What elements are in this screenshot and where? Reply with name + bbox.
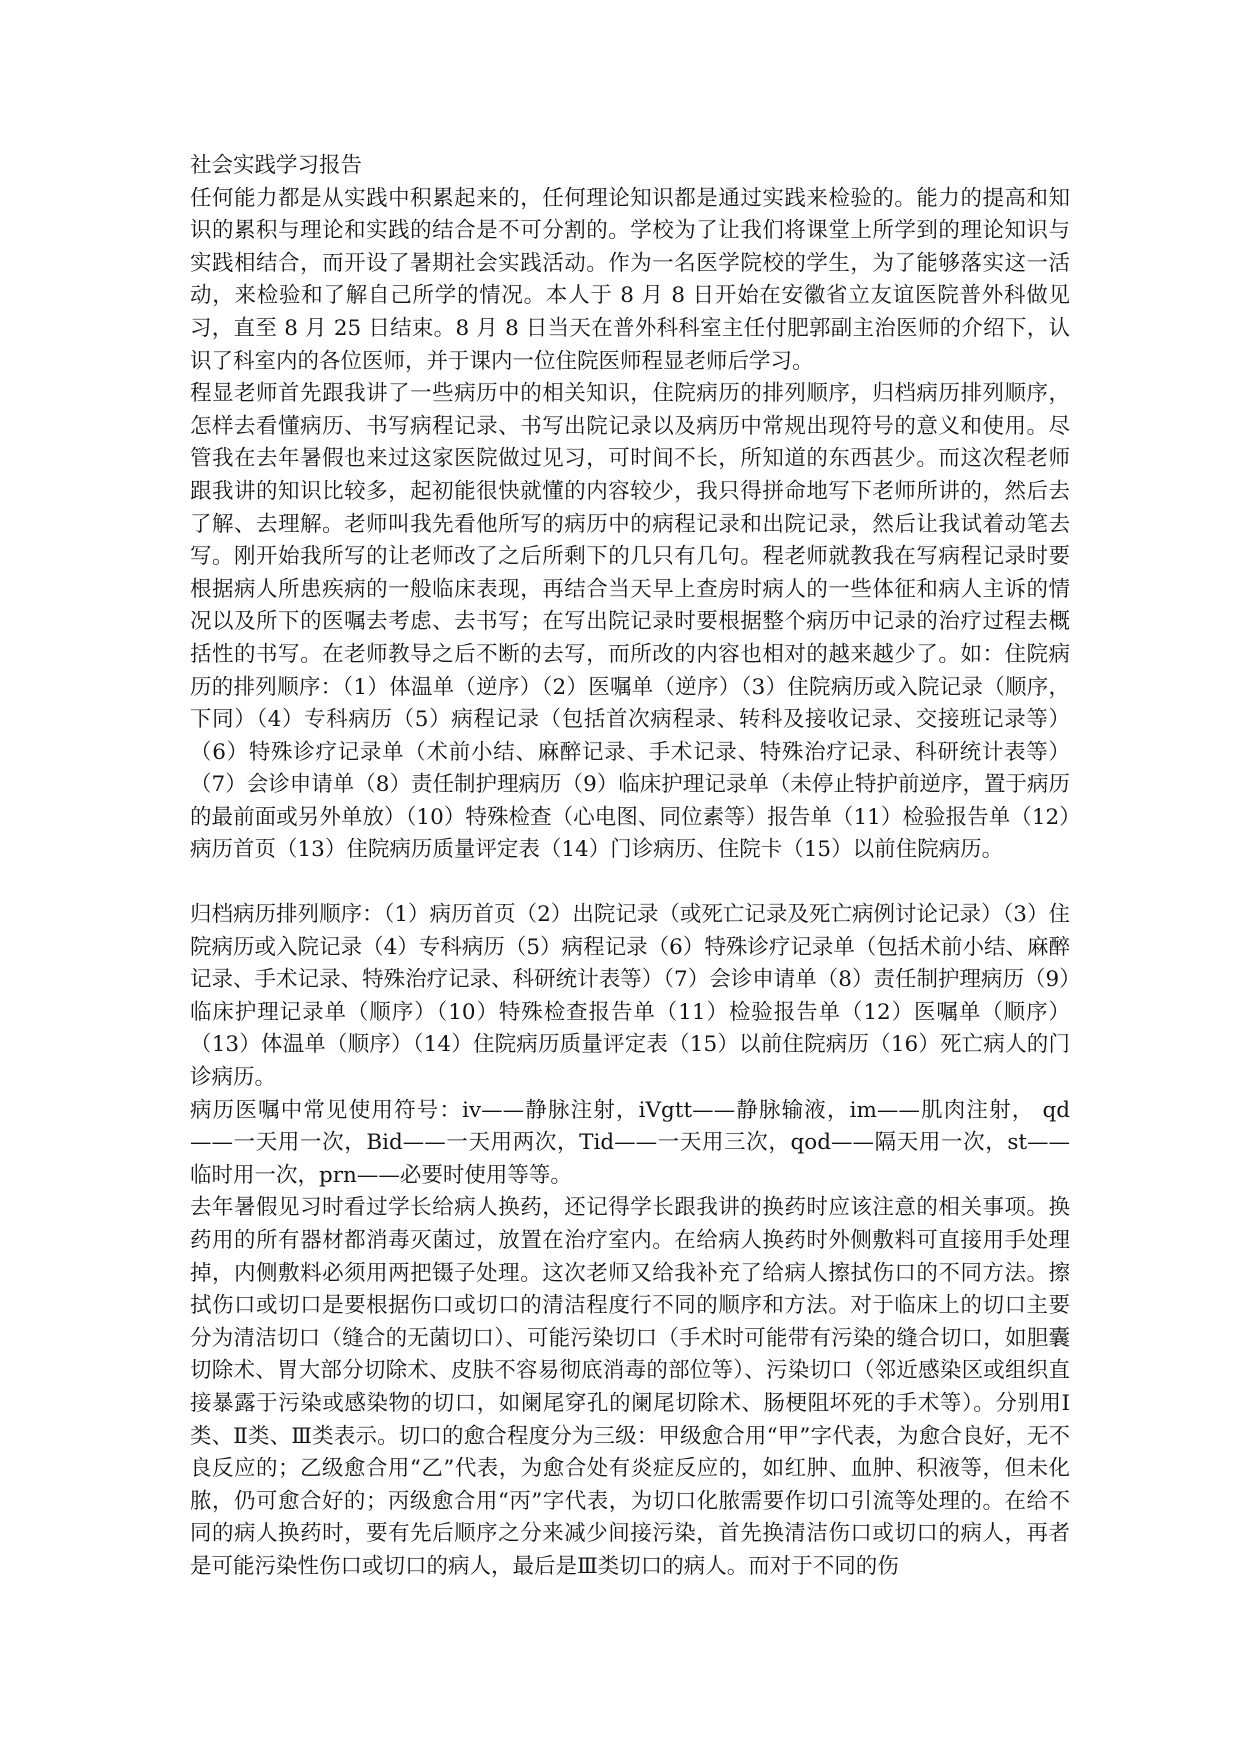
paragraph-intro: 任何能力都是从实践中积累起来的，任何理论知识都是通过实践来检验的。能力的提高和知识的累积与理论和实践的结合是不可分割的。学校为了让我们将课堂上所学到的理论知识与实践相结合，而开设了暑期社会实践活动。作为一名医学院校的学生，为了能够落实这一活动，来检验和了解自己所学的情况。本人于 8 月 8 日开始在安徽省立友谊医院普外科做见习，直至 8 月 25 日结束。8 月 8 日当天在普外科科室主任付肥郭副主治医师的介绍下，认识了科室内的各位医师，并于课内一位住院医师程显老师后学习。 xyxy=(190,185,1070,374)
document-title: 社会实践学习报告 xyxy=(190,153,363,178)
paragraph-archive-order: 归档病历排列顺序：（1）病历首页（2）出院记录（或死亡记录及死亡病例讨论记录）（3）住院病历或入院记录（4）专科病历（5）病程记录（6）特殊诊疗记录单（包括术前小结、麻醉记录、手术记录、特殊治疗记录、科研统计表等）（7）会诊申请单（8）责任制护理病历（9）临床护理记录单（顺序）（10）特殊检查报告单（11）检验报告单（12）医嘱单（顺序）（13）体温单（顺序）（14）住院病历质量评定表（15）以前住院病历（16）死亡病人的门诊病历。 xyxy=(190,902,1070,1091)
paragraph-medical-records: 程显老师首先跟我讲了一些病历中的相关知识，住院病历的排列顺序，归档病历排列顺序，怎样去看懂病历、书写病程记录、书写出院记录以及病历中常规出现符号的意义和使用。尽管我在去年暑假也来过这家医院做过见习，可时间不长，所知道的东西甚少。而这次程老师跟我讲的知识比较多，起初能很快就懂的内容较少，我只得拼命地写下老师所讲的，然后去了解、去理解。老师叫我先看他所写的病历中的病程记录和出院记录，然后让我试着动笔去写。刚开始我所写的让老师改了之后所剩下的几只有几句。程老师就教我在写病程记录时要根据病人所患疾病的一般临床表现，再结合当天早上查房时病人的一些体征和病人主诉的情况以及所下的医嘱去考虑、去书写；在写出院记录时要根据整个病历中记录的治疗过程去概括性的书写。在老师教导之后不断的去写，而所改的内容也相对的越来越少了。如：住院病历的排列顺序：（1）体温单（逆序）（2）医嘱单（逆序）（3）住院病历或入院记录（顺序，下同）（4）专科病历（5）病程记录（包括首次病程录、转科及接收记录、交接班记录等）（6）特殊诊疗记录单（术前小结、麻醉记录、手术记录、特殊治疗记录、科研统计表等）（7）会诊申请单（8）责任制护理病历（9）临床护理记录单（未停止特护前逆序，置于病历的最前面或另外单放）（10）特殊检查（心电图、同位素等）报告单（11）检验报告单（12）病历首页（13）住院病历质量评定表（14）门诊病历、住院卡（15）以前住院病历。 xyxy=(190,381,1070,863)
paragraph-dressing-change: 去年暑假见习时看过学长给病人换药，还记得学长跟我讲的换药时应该注意的相关事项。换药用的所有器材都消毒灭菌过，放置在治疗室内。在给病人换药时外侧敷料可直接用手处理掉，内侧敷料必须用两把镊子处理。这次老师又给我补充了给病人擦拭伤口的不同方法。擦拭伤口或切口是要根据伤口或切口的清洁程度行不同的顺序和方法。对于临床上的切口主要分为清洁切口（缝合的无菌切口）、可能污染切口（手术时可能带有污染的缝合切口，如胆囊切除术、胃大部分切除术、皮肤不容易彻底消毒的部位等）、污染切口（邻近感染区或组织直接暴露于污染或感染物的切口，如阑尾穿孔的阑尾切除术、肠梗阻坏死的手术等）。分别用Ⅰ类、Ⅱ类、Ⅲ类表示。切口的愈合程度分为三级：甲级愈合用“甲”字代表，为愈合良好，无不良反应的；乙级愈合用“乙”代表，为愈合处有炎症反应的，如红肿、血肿、积液等，但未化脓，仍可愈合好的；丙级愈合用“丙”字代表，为切口化脓需要作切口引流等处理的。在给不同的病人换药时，要有先后顺序之分来减少间接污染，首先换清洁伤口或切口的病人，再者是可能污染性伤口或切口的病人，最后是Ⅲ类切口的病人。而对于不同的伤 xyxy=(190,1195,1070,1579)
paragraph-symbols: 病历医嘱中常见使用符号：iv——静脉注射，iVgtt——静脉输液，im——肌肉注射， qd——一天用一次，Bid——一天用两次，Tid——一天用三次，qod——隔天用一次，st——临时用一次，prn——必要时使用等等。 xyxy=(190,1097,1070,1188)
paragraph-spacer xyxy=(190,867,1070,899)
document-page xyxy=(190,150,1070,1584)
